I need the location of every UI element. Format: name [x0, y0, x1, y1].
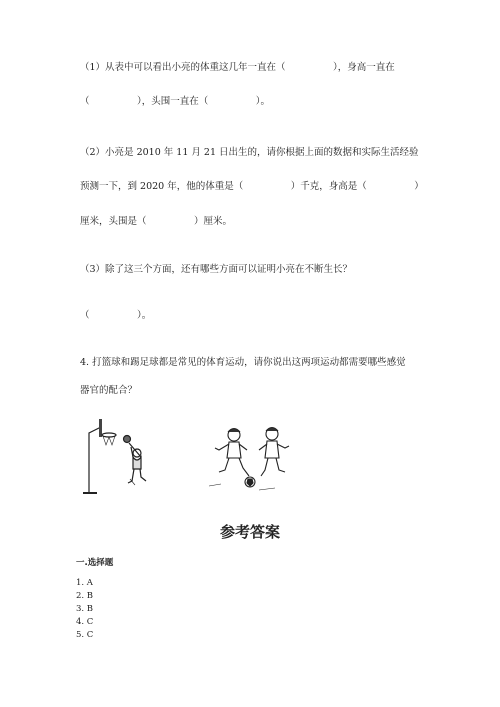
q2-line1: （2）小亮是 2010 年 11 月 21 日出生的，请你根据上面的数据和实际生活经验 [80, 147, 419, 158]
q4-line1: 4. 打篮球和踢足球都是常见的体育运动，请你说出这两项运动都需要哪些感觉 [80, 357, 406, 368]
answer-item: 3. B [76, 604, 94, 614]
answer-key-title: 参考答案 [219, 523, 280, 541]
q1-line1: （1）从表中可以看出小亮的体重这几年一直在（ ），身高一直在 [80, 62, 395, 73]
q4-line2: 器官的配合？ [80, 385, 138, 396]
q2-line3: 厘米，头围是（ ）厘米。 [80, 216, 233, 227]
q3-line1: （3）除了这三个方面，还有哪些方面可以证明小亮在不断生长？ [80, 264, 353, 275]
section-heading: 一.选择题 [76, 558, 114, 568]
basketball-player-illustration [75, 415, 160, 497]
q1-line2: （ ），头围一直在（ ）。 [80, 96, 271, 107]
q3-line2: （ ）。 [80, 310, 152, 321]
soccer-players-illustration [205, 420, 295, 495]
answer-item: 5. C [76, 630, 94, 640]
answer-item: 4. C [76, 617, 94, 627]
answer-item: 2. B [76, 591, 94, 601]
answer-item: 1. A [76, 578, 93, 588]
q2-line2: 预测一下，到 2020 年，他的体重是（ ）千克，身高是（ ） [80, 181, 424, 192]
